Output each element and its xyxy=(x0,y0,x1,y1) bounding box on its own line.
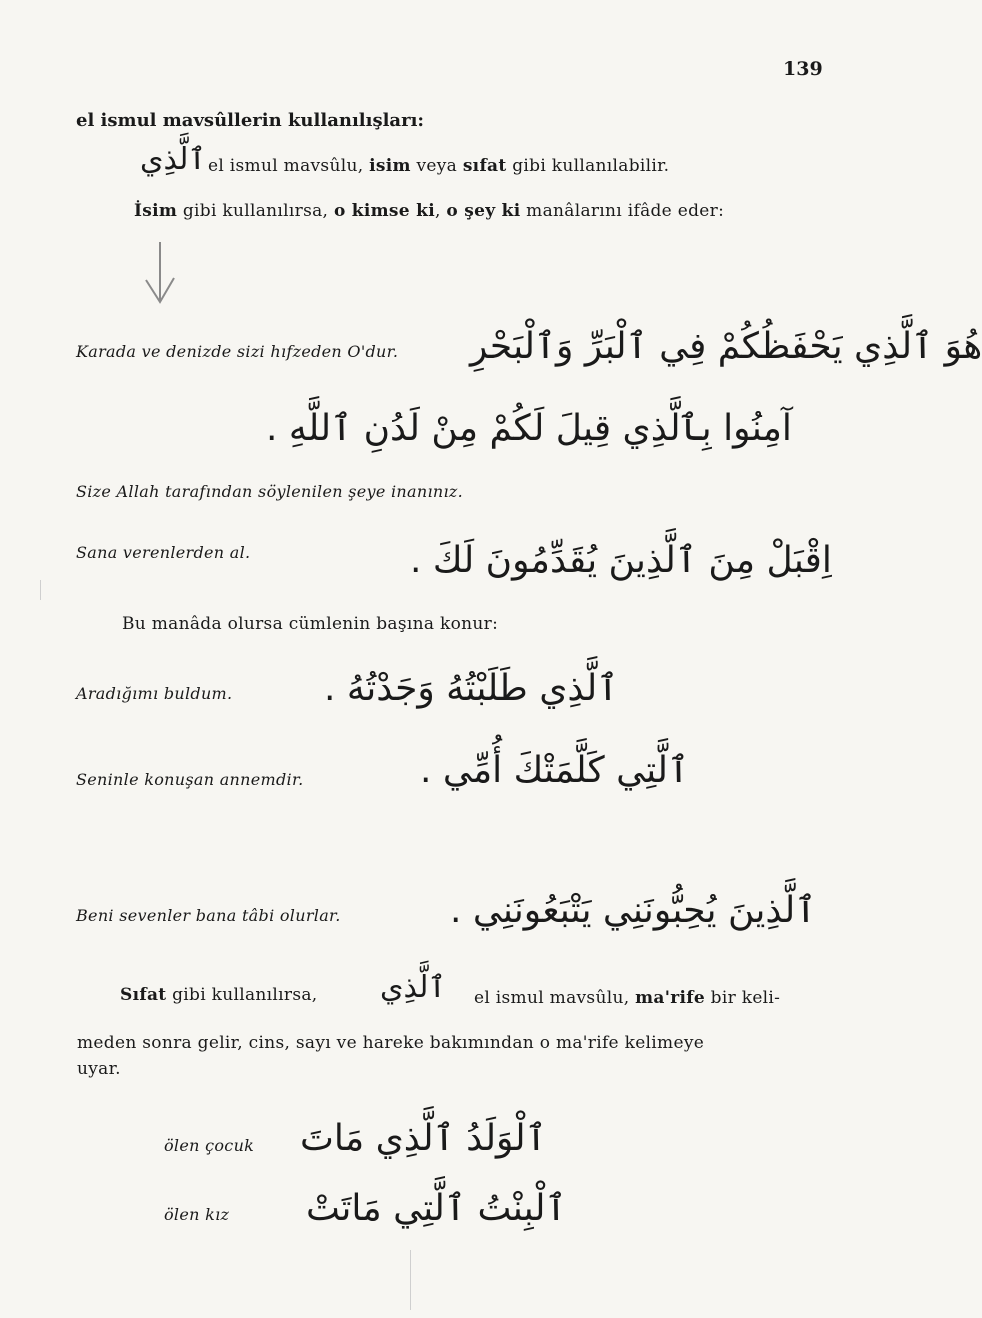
example-3-arabic: اِقْبَلْ مِنَ ٱلَّذِينَ يُقَدِّمُونَ لَكَ . xyxy=(410,540,832,581)
example-6-arabic: ٱلَّذِينَ يُحِبُّونَنِي يَتْبَعُونَنِي . xyxy=(450,890,817,931)
example-7-arabic: ٱلْوَلَدُ ٱلَّذِي مَاتَ xyxy=(300,1118,547,1159)
example-5-turkish: Seninle konuşan annemdir. xyxy=(76,770,304,789)
scan-artifact xyxy=(40,580,41,600)
scan-artifact xyxy=(410,1250,411,1310)
example-5-arabic: ٱلَّتِي كَلَّمَتْكَ أُمِّي . xyxy=(420,750,690,791)
example-1-turkish: Karada ve denizde sizi hıfzeden O'dur. xyxy=(76,342,399,361)
example-6-turkish: Beni sevenler bana tâbi olurlar. xyxy=(76,906,341,925)
intro-line-1: el ismul mavsûlu, isim veya sıfat gibi kullanılabilir. xyxy=(208,156,670,176)
example-8-arabic: ٱلْبِنْتُ ٱلَّتِي مَاتَتْ xyxy=(306,1188,567,1229)
example-3-turkish: Sana verenlerden al. xyxy=(76,543,251,562)
example-7-turkish: ölen çocuk xyxy=(164,1136,255,1155)
sifat-line-3: uyar. xyxy=(77,1059,121,1079)
sifat-arabic-alladhi: ٱلَّذِي xyxy=(380,970,446,1005)
example-2-turkish: Size Allah tarafından söylenilen şeye inanınız. xyxy=(76,482,464,501)
arrow-down-icon xyxy=(140,240,180,310)
arabic-alladhi: ٱلَّذِي xyxy=(140,142,206,177)
sifat-line-1b: el ismul mavsûlu, ma'rife bir keli- xyxy=(474,988,781,1008)
example-8-turkish: ölen kız xyxy=(164,1205,230,1224)
sifat-line-1a: Sıfat gibi kullanılırsa, xyxy=(120,985,318,1005)
intro-line-2: İsim gibi kullanılırsa, o kimse ki, o şey ki manâlarını ifâde eder: xyxy=(134,201,725,221)
example-2-arabic: آمِنُوا بِٱلَّذِي قِيلَ لَكُمْ مِنْ لَدُنِ ٱللَّهِ . xyxy=(266,408,792,449)
page-number: 139 xyxy=(783,58,823,80)
rule-2-text: Bu manâda olursa cümlenin başına konur: xyxy=(122,614,499,634)
section-heading: el ismul mavsûllerin kullanılışları: xyxy=(76,110,425,131)
example-4-turkish: Aradığımı buldum. xyxy=(76,684,233,703)
example-1-arabic: هُوَ ٱلَّذِي يَحْفَظُكُمْ فِي ٱلْبَرِّ وَٱلْبَحْرِ xyxy=(470,326,982,367)
sifat-line-2: meden sonra gelir, cins, sayı ve hareke bakımından o ma'rife kelimeye xyxy=(77,1033,705,1053)
example-4-arabic: ٱلَّذِي طَلَبْتُهُ وَجَدْتُهُ . xyxy=(324,668,619,709)
